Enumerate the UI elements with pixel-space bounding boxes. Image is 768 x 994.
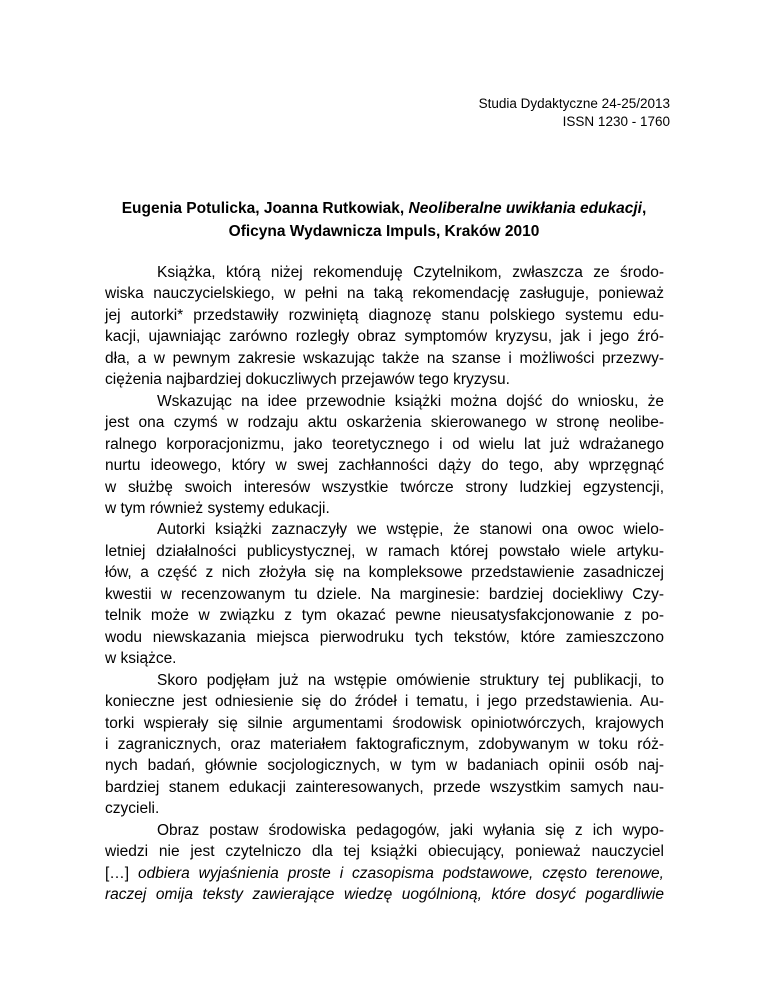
text-normal: […] (105, 864, 139, 882)
text-line: i zagranicznych, oraz materiałem faktograficznym, zdobywanym w toku róż- (105, 735, 664, 753)
paragraph (105, 670, 664, 820)
text-quote: odbiera wyjaśnienia proste i czasopisma podstawowe, często terenowe, (138, 864, 664, 882)
text-line: czycieli. (105, 800, 160, 818)
text-line: Książka, którą niżej rekomenduję Czytelnikom, zwłaszcza ze środo- (157, 264, 664, 281)
text-line: bardziej stanem edukacji zainteresowanych, przede wszystkim samych nau- (105, 778, 664, 796)
text-line: Skoro podjęłam już na wstępie omówienie struktury tej publikacji, to (157, 671, 664, 689)
text-line: w służbę swoich interesów wszystkie twórcze strony ludzkiej egzystencji, (105, 478, 664, 496)
paragraph (105, 519, 664, 669)
paragraph (105, 391, 664, 520)
text-line: telnik może w związku z tym okazać pewne nieusatysfakcjonowanie z po- (105, 607, 664, 625)
text-line: nurtu ideowego, który w swej zachłanności dąży do tego, aby wprzęgnąć (105, 457, 664, 475)
text-line: wodu niewskazania miejsca pierwodruku tych tekstów, które zamieszczono (105, 628, 664, 646)
title-authors: Eugenia Potulicka, Joanna Rutkowiak, (121, 200, 409, 217)
paragraph (105, 262, 664, 391)
journal-issn: ISSN 1230 - 1760 (562, 114, 670, 129)
text-line: letniej działalności publicystycznej, w ramach której powstało wiele artyku- (105, 542, 664, 560)
text-line: Obraz postaw środowiska pedagogów, jaki wyłania się z ich wypo- (157, 821, 664, 839)
paragraph (105, 820, 664, 906)
text-line: wiedzi nie jest czytelniczo dla tej książki obiecujący, ponieważ nauczyciel (105, 843, 664, 861)
text-line: Wskazując na idee przewodnie książki można dojść do wniosku, że (157, 392, 664, 410)
text-line: kwestii w recenzowanym tu dziele. Na marginesie: bardziej dociekliwy Czy- (105, 585, 664, 603)
text-line: kacji, ujawniając zarówno rozległy obraz symptomów kryzysu, jak i jego źró- (105, 328, 664, 346)
text-line: w książce. (105, 650, 177, 668)
text-line: ciężenia najbardziej dokuczliwych przejawów tego kryzysu. (105, 371, 510, 389)
title-line-2: Oficyna Wydawnicza Impuls, Kraków 2010 (228, 223, 540, 240)
text-line: torki wspierały się silnie argumentami środowisk opiniotwórczych, krajowych (105, 714, 664, 732)
text-line: wiska nauczycielskiego, w pełni na taką rekomendację zasługuje, ponieważ (105, 285, 664, 303)
text-line: raczej omija teksty zawierające wiedzę uogólnioną, które dosyć pogardliwie (105, 886, 664, 904)
review-title (100, 197, 668, 243)
text-line: w tym również systemy edukacji. (105, 499, 330, 517)
article-body (105, 262, 664, 906)
title-book: Neoliberalne uwikłania edukacji (408, 200, 642, 217)
text-line: Autorki książki zaznaczyły we wstępie, że stanowi ona owoc wielo- (157, 521, 664, 539)
text-line: jest ona czymś w rodzaju aktu oskarżenia skierowanego w stronę neolibe- (105, 414, 664, 432)
text-line: jej autorki* przedstawiły rozwiniętą diagnozę stanu polskiego systemu edu- (105, 306, 664, 324)
journal-name: Studia Dydaktyczne 24-25/2013 (478, 96, 670, 111)
text-line: łów, a część z nich złożyła się na kompleksowe przedstawienie zasadniczej (105, 564, 664, 582)
text-line-mixed (105, 863, 664, 884)
title-tail: , (641, 200, 647, 217)
text-line: nych badań, głównie socjologicznych, w tym w badaniach opinii osób naj- (105, 757, 664, 775)
title-line-1 (100, 197, 668, 220)
text-line: konieczne jest odniesienie się do źródeł i tematu, i jego przedstawienia. Au- (105, 693, 664, 711)
text-line: ralnego korporacjonizmu, jako teoretycznego i od wielu lat już wdrażanego (105, 435, 664, 453)
journal-header (479, 95, 670, 131)
text-line: dła, a w pewnym zakresie wskazując także na szanse i możliwości przezwy- (105, 349, 664, 367)
